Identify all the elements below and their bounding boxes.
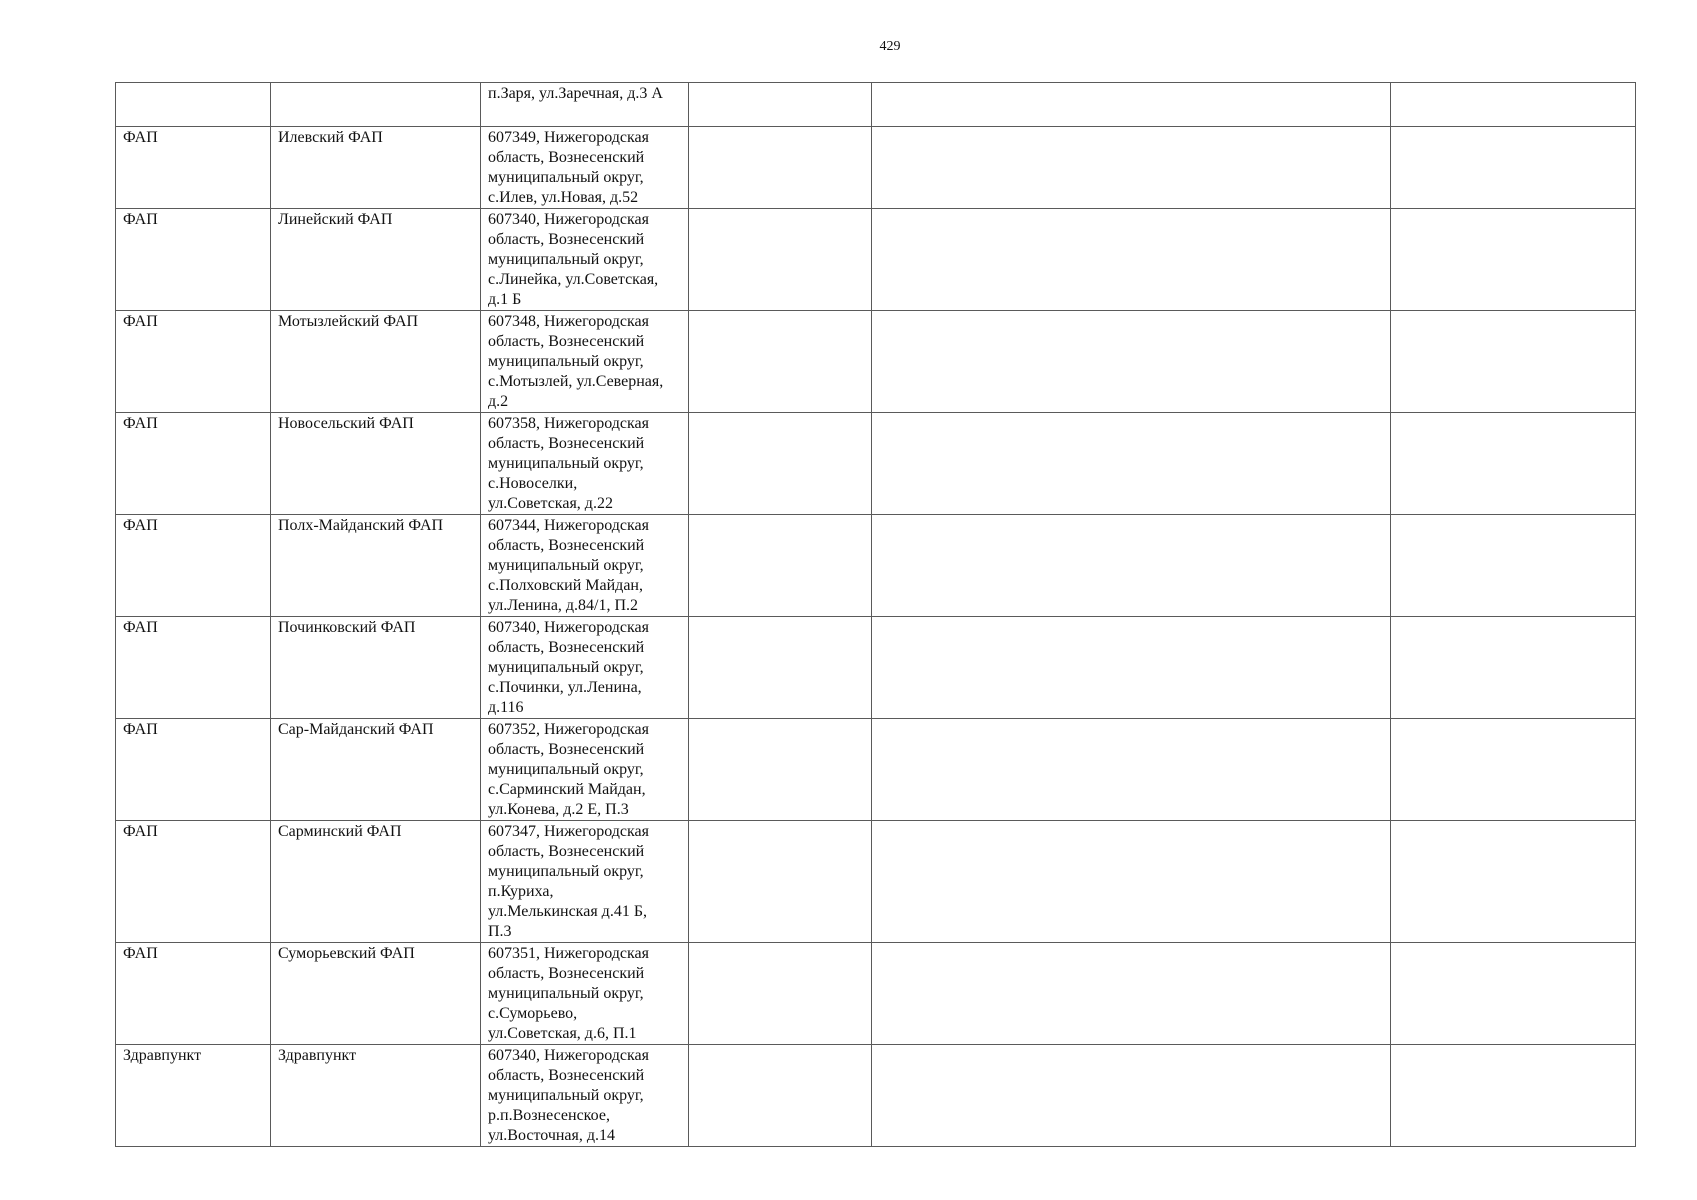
facility-name-cell: Илевский ФАП [271,127,481,209]
facility-name-cell: Полх-Майданский ФАП [271,515,481,617]
table-row [116,1045,1636,1147]
empty-cell [689,209,872,311]
empty-cell [1391,515,1636,617]
empty-cell [1391,209,1636,311]
empty-cell [689,413,872,515]
facility-type-cell: ФАП [116,515,271,617]
facility-type-cell: ФАП [116,209,271,311]
empty-cell [1391,1045,1636,1147]
facility-type-cell [116,83,271,127]
facility-address-cell: 607347, Нижегородская область, Вознесенский муниципальный округ, п.Куриха, ул.Мелькинская д.41 Б, П.3 [481,821,689,943]
table-row [116,943,1636,1045]
empty-cell [872,209,1391,311]
facility-name-cell [271,83,481,127]
table-row [116,311,1636,413]
facility-name-cell: Суморьевский ФАП [271,943,481,1045]
facility-address-cell: 607344, Нижегородская область, Вознесенский муниципальный округ, с.Полховский Майдан, ул.Ленина, д.84/1, П.2 [481,515,689,617]
facility-name-cell: Сар-Майданский ФАП [271,719,481,821]
facility-address-cell: 607340, Нижегородская область, Вознесенский муниципальный округ, с.Починки, ул.Ленина, д.116 [481,617,689,719]
empty-cell [689,821,872,943]
empty-cell [689,719,872,821]
facility-address-cell: 607349, Нижегородская область, Вознесенский муниципальный округ, с.Илев, ул.Новая, д.52 [481,127,689,209]
facility-type-cell: ФАП [116,311,271,413]
empty-cell [689,83,872,127]
facility-name-cell: Новосельский ФАП [271,413,481,515]
empty-cell [1391,617,1636,719]
empty-cell [872,127,1391,209]
facility-address-cell: п.Заря, ул.Заречная, д.3 А [481,83,689,127]
empty-cell [689,311,872,413]
empty-cell [1391,413,1636,515]
empty-cell [689,943,872,1045]
empty-cell [872,515,1391,617]
empty-cell [1391,821,1636,943]
empty-cell [872,1045,1391,1147]
table-row [116,83,1636,127]
facility-type-cell: Здравпункт [116,1045,271,1147]
facility-address-cell: 607352, Нижегородская область, Вознесенский муниципальный округ, с.Сарминский Майдан, ул.Конева, д.2 Е, П.3 [481,719,689,821]
empty-cell [872,311,1391,413]
table-row [116,413,1636,515]
table-row [116,515,1636,617]
facility-type-cell: ФАП [116,413,271,515]
empty-cell [1391,311,1636,413]
table-row [116,821,1636,943]
facility-name-cell: Сарминский ФАП [271,821,481,943]
table-row [116,127,1636,209]
table-row [116,719,1636,821]
empty-cell [689,515,872,617]
empty-cell [872,413,1391,515]
page-number: 429 [879,39,901,54]
table-row [116,209,1636,311]
facility-type-cell: ФАП [116,617,271,719]
facility-type-cell: ФАП [116,127,271,209]
facility-address-cell: 607340, Нижегородская область, Вознесенский муниципальный округ, с.Линейка, ул.Советская, д.1 Б [481,209,689,311]
facility-address-cell: 607358, Нижегородская область, Вознесенский муниципальный округ, с.Новоселки, ул.Советская, д.22 [481,413,689,515]
facility-address-cell: 607348, Нижегородская область, Вознесенский муниципальный округ, с.Мотызлей, ул.Северная, д.2 [481,311,689,413]
facility-address-cell: 607351, Нижегородская область, Вознесенский муниципальный округ, с.Суморьево, ул.Советская, д.6, П.1 [481,943,689,1045]
facility-type-cell: ФАП [116,821,271,943]
table-row [116,617,1636,719]
empty-cell [872,617,1391,719]
empty-cell [872,821,1391,943]
empty-cell [872,943,1391,1045]
facilities-table [115,82,1636,1147]
facility-address-cell: 607340, Нижегородская область, Вознесенский муниципальный округ, р.п.Вознесенское, ул.Восточная, д.14 [481,1045,689,1147]
facility-type-cell: ФАП [116,943,271,1045]
facility-name-cell: Линейский ФАП [271,209,481,311]
empty-cell [689,127,872,209]
empty-cell [872,83,1391,127]
facility-name-cell: Здравпункт [271,1045,481,1147]
facility-name-cell: Починковский ФАП [271,617,481,719]
empty-cell [1391,719,1636,821]
facility-name-cell: Мотызлейский ФАП [271,311,481,413]
empty-cell [689,617,872,719]
empty-cell [1391,943,1636,1045]
empty-cell [872,719,1391,821]
empty-cell [1391,83,1636,127]
facility-type-cell: ФАП [116,719,271,821]
empty-cell [1391,127,1636,209]
empty-cell [689,1045,872,1147]
